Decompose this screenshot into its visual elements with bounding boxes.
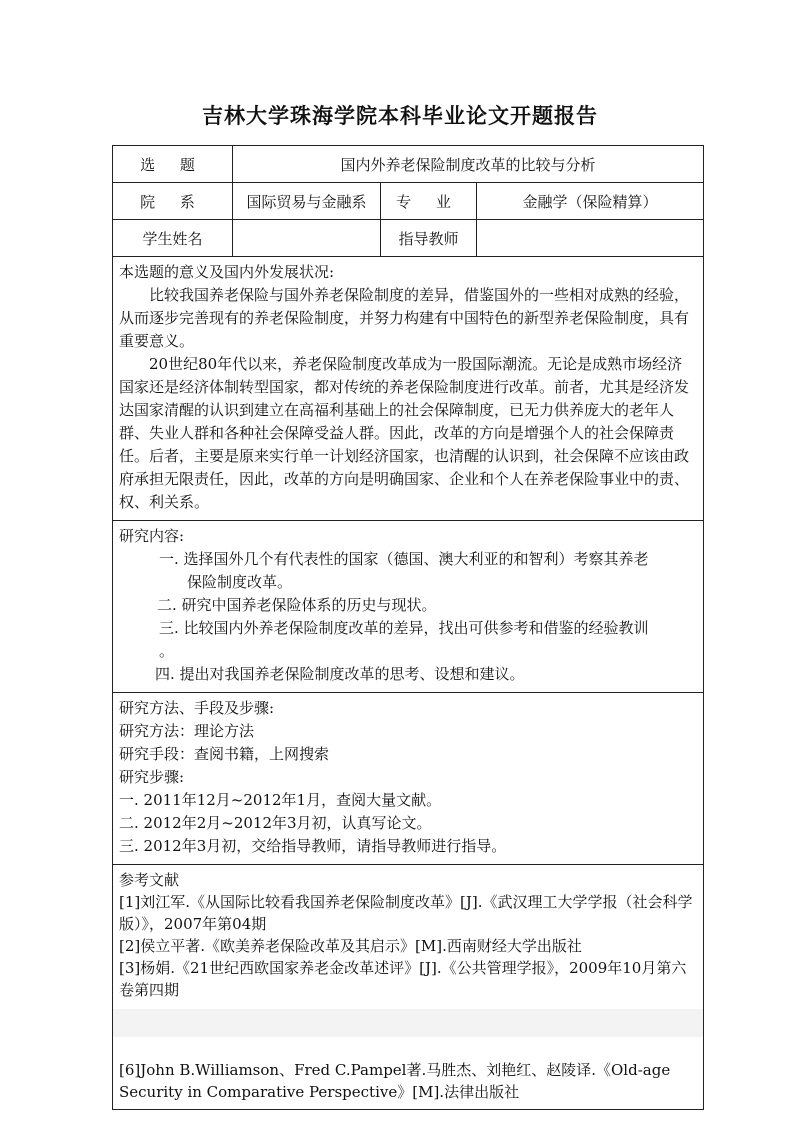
reference-item: [1]刘江军.《从国际比较看我国养老保险制度改革》[J].《武汉理工大学学报（社会科学版）》，2007年第04期: [119, 893, 693, 933]
content-item-continued: 保险制度改革。: [187, 573, 293, 591]
student-name-value: [233, 220, 381, 257]
step-item: 三. 2012年3月初，交给指导教师，请指导教师进行指导。: [119, 837, 507, 855]
significance-paragraph: 比较我国养老保险与国外养老保险制度的差异，借鉴国外的一些相对成熟的经验，从而逐步完善现有的养老保险制度，并努力构建有中国特色的新型养老保险制度，具有重要意义。: [119, 286, 690, 350]
research-content-section: [113, 521, 704, 693]
student-row: [113, 220, 704, 257]
significance-heading: 本选题的意义及国内外发展状况:: [119, 263, 335, 281]
advisor-label: 指导教师: [381, 220, 477, 257]
proposal-form-table: [112, 145, 704, 1110]
reference-item: [6]John B.Williamson、Fred C.Pampel著.马胜杰、刘艳红、赵陵译.《Old-age Security in Comparative Perspective》[M].法律出版社: [119, 1061, 671, 1101]
blank-band: [113, 1009, 703, 1037]
page-title: 吉林大学珠海学院本科毕业论文开题报告: [202, 104, 598, 128]
reference-item: [3]杨娟.《21世纪西欧国家养老金改革述评》[J].《公共管理学报》，2009年10月第六卷第四期: [119, 959, 687, 999]
dept-row: [113, 183, 704, 220]
content-item: 二. 研究中国养老保险体系的历史与现状。: [157, 596, 437, 614]
references-section: [113, 865, 704, 1110]
topic-row: [113, 146, 704, 183]
significance-paragraph: 20世纪80年代以来，养老保险制度改革成为一股国际潮流。无论是成熟市场经济国家还是经济体制转型国家，都对传统的养老保险制度进行改革。前者，尤其是经济发达国家清醒的认识到建立在高福利基础上的社会保障制度，已无力供养庞大的老年人群、失业人群和各种社会保障受益人群。因此，改革的方向是增强个人的社会保障责任。后者，主要是原来实行单一计划经济国家，也清醒的认识到，社会保障不应该由政府承担无限责任，因此，改革的方向是明确国家、企业和个人在养老保险事业中的责、权、利关系。: [119, 355, 690, 511]
major-value: 金融学（保险精算）: [477, 183, 704, 220]
topic-label: 选 题: [113, 146, 233, 183]
topic-value: 国内外养老保险制度改革的比较与分析: [233, 146, 704, 183]
content-item: 三. 比较国内外养老保险制度改革的差异，找出可供参考和借鉴的经验教训: [159, 619, 649, 637]
references-heading: 参考文献: [119, 871, 180, 889]
student-name-label: 学生姓名: [113, 220, 233, 257]
methods-section: [113, 693, 704, 865]
content-item: 四. 提出对我国养老保险制度改革的思考、设想和建议。: [155, 665, 525, 683]
major-label: 专 业: [381, 183, 477, 220]
content-item: 一. 选择国外几个有代表性的国家（德国、澳大利亚的和智利）考察其养老: [159, 550, 649, 568]
step-item: 一. 2011年12月~2012年1月，查阅大量文献。: [119, 791, 442, 809]
step-item: 二. 2012年2月~2012年3月初，认真写论文。: [119, 814, 432, 832]
means-line: 研究手段：查阅书籍，上网搜索: [119, 745, 330, 763]
steps-heading: 研究步骤:: [119, 768, 185, 786]
methods-heading: 研究方法、手段及步骤:: [119, 699, 275, 717]
content-heading: 研究内容:: [119, 527, 185, 545]
blank-gap: [119, 1037, 697, 1059]
significance-section: [113, 257, 704, 521]
method-line: 研究方法：理论方法: [119, 722, 255, 740]
content-item-continued: 。: [159, 642, 175, 660]
dept-label: 院 系: [113, 183, 233, 220]
advisor-value: [477, 220, 704, 257]
reference-item: [2]侯立平著.《欧美养老保险改革及其启示》[M].西南财经大学出版社: [119, 937, 582, 955]
dept-value: 国际贸易与金融系: [233, 183, 381, 220]
